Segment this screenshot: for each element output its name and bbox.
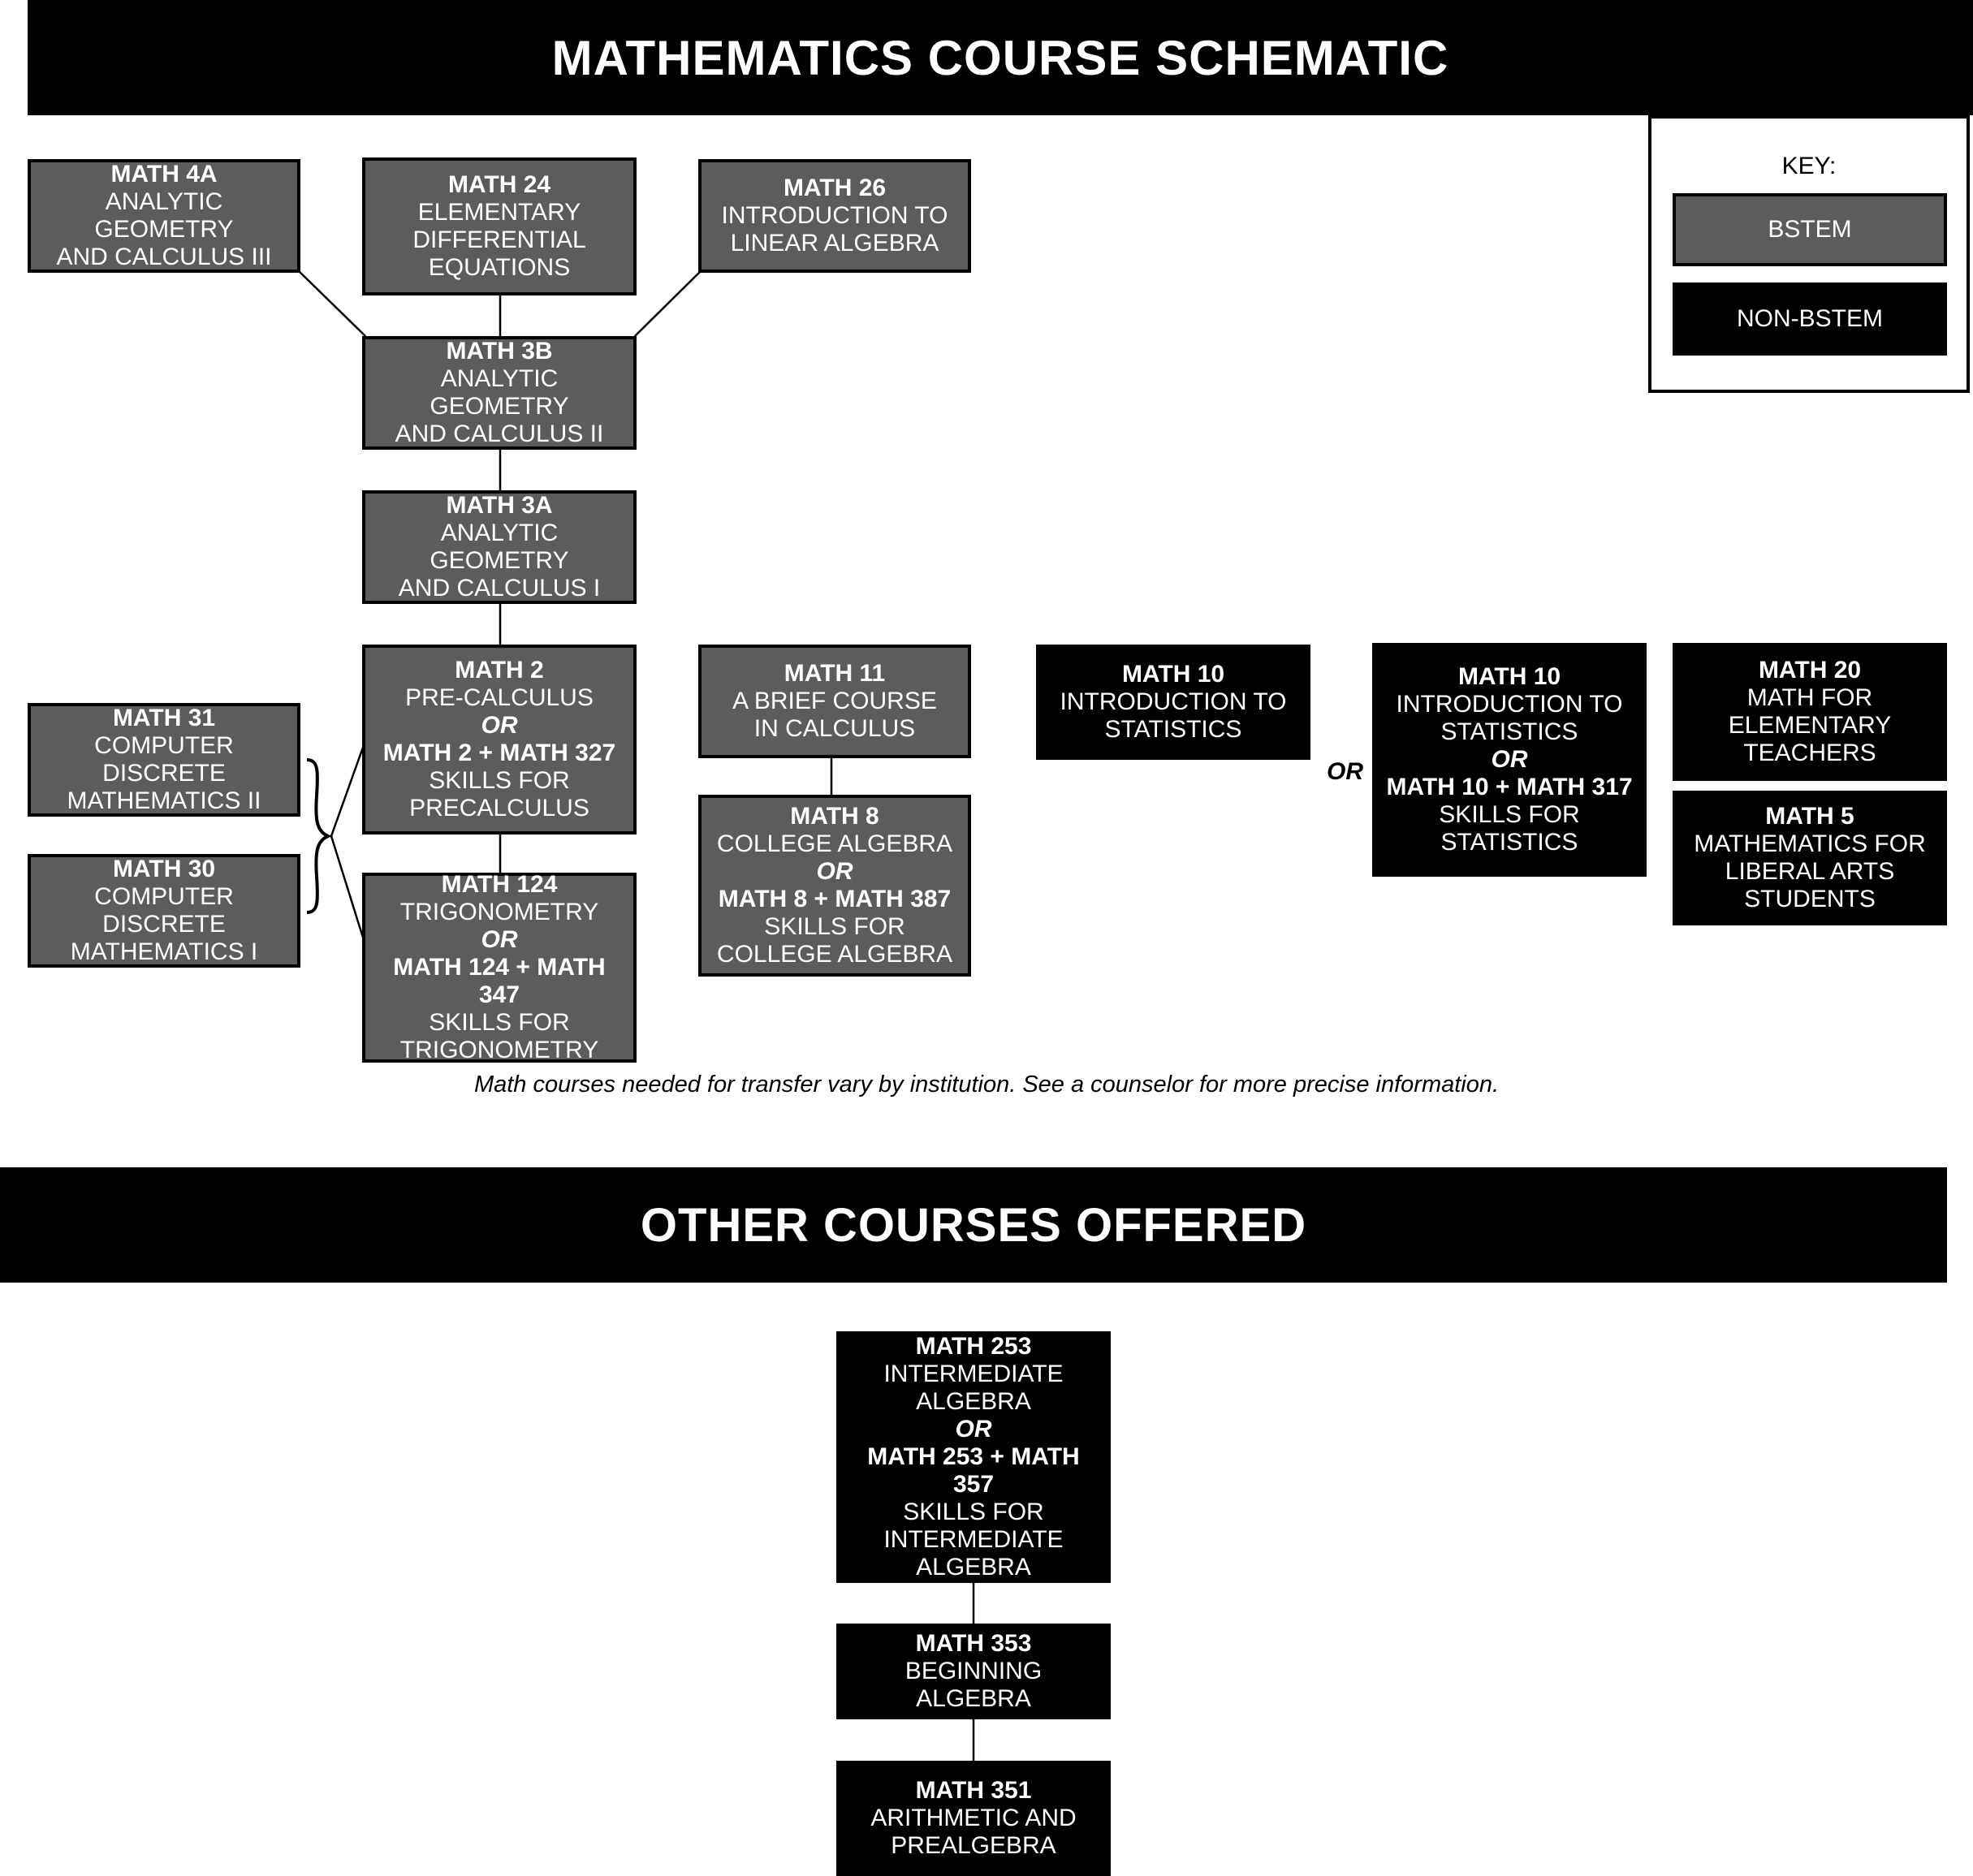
- course-title-line: ALGEBRA: [916, 1554, 1031, 1581]
- key-bstem-swatch: [1673, 193, 1947, 266]
- course-code: MATH 124: [441, 871, 558, 898]
- course-math-353: [836, 1624, 1111, 1719]
- course-code: MATH 3B: [446, 338, 553, 364]
- course-title-line: A BRIEF COURSE: [732, 688, 937, 714]
- course-math-253: [836, 1331, 1111, 1583]
- course-title-line: STATISTICS: [1104, 716, 1242, 743]
- course-title-line: AND CALCULUS II: [395, 420, 604, 447]
- course-code: MATH 31: [112, 705, 216, 731]
- course-math-26: [698, 159, 971, 273]
- course-code: MATH 10: [1121, 661, 1225, 688]
- key-non-bstem-swatch: [1673, 282, 1947, 356]
- course-code: MATH 8: [790, 803, 879, 830]
- course-title-line: IN CALCULUS: [753, 715, 916, 742]
- course-title-line: TRIGONOMETRY: [399, 1037, 599, 1063]
- course-math-8: [698, 795, 971, 977]
- course-math-2: [362, 645, 637, 834]
- transfer-note: Math courses needed for transfer vary by institution. See a counselor for more precise information.: [473, 1072, 1500, 1098]
- course-title-line: MATHEMATICS I: [70, 938, 258, 965]
- course-math-3b: [362, 336, 637, 450]
- course-title-line: ELEMENTARY: [1728, 712, 1892, 739]
- course-code: MATH 4A: [110, 161, 218, 188]
- course-title-line: SKILLS FOR: [764, 913, 905, 940]
- course-title-line: MATHEMATICS II: [67, 787, 261, 814]
- course-code: MATH 30: [112, 856, 216, 882]
- course-title-line: ANALYTIC GEOMETRY: [430, 365, 569, 420]
- line-4a-3b: [299, 271, 365, 336]
- course-title-line: SKILLS FOR: [429, 767, 570, 794]
- course-math-11: [698, 645, 971, 758]
- course-title-line: LINEAR ALGEBRA: [730, 230, 939, 257]
- course-title-line: ANALYTIC GEOMETRY: [94, 188, 234, 243]
- course-alt-code: MATH 253 + MATH 357: [867, 1443, 1080, 1498]
- course-title-line: STATISTICS: [1440, 829, 1578, 856]
- or-label: OR: [481, 926, 518, 953]
- course-math-24: [362, 157, 637, 295]
- course-alt-code: MATH 10 + MATH 317: [1386, 774, 1633, 800]
- course-title-line: COLLEGE ALGEBRA: [716, 830, 953, 857]
- course-code: MATH 253: [915, 1333, 1032, 1360]
- course-title-line: SKILLS FOR: [903, 1499, 1044, 1525]
- course-title-line: INTERMEDIATE: [883, 1361, 1064, 1387]
- course-math-20: [1673, 643, 1947, 781]
- course-title-line: ANALYTIC GEOMETRY: [430, 520, 569, 574]
- brace-icon: [307, 760, 328, 912]
- key-bstem-label: BSTEM: [1768, 216, 1852, 243]
- other-courses-title: OTHER COURSES OFFERED: [0, 1167, 1947, 1283]
- course-code: MATH 353: [915, 1630, 1032, 1657]
- key-non-bstem-label: NON-BSTEM: [1737, 305, 1883, 332]
- course-alt-code: MATH 2 + MATH 327: [382, 740, 616, 766]
- course-title-line: ALGEBRA: [916, 1388, 1031, 1415]
- course-title-line: MATH FOR: [1746, 684, 1873, 711]
- course-title-line: AND CALCULUS III: [56, 244, 272, 270]
- or-label: OR: [1491, 746, 1528, 773]
- course-code: MATH 11: [784, 660, 886, 687]
- course-title-line: BEGINNING ALGEBRA: [904, 1658, 1043, 1712]
- course-title-line: SKILLS FOR: [1439, 801, 1580, 828]
- course-title-line: DIFFERENTIAL: [412, 226, 586, 253]
- course-title-line: INTRODUCTION TO: [721, 202, 948, 229]
- course-math-124: [362, 873, 637, 1063]
- course-math-5: [1673, 791, 1947, 925]
- or-between-statistics: OR: [1327, 758, 1363, 785]
- course-math-31: [28, 703, 300, 817]
- course-code: MATH 10: [1457, 663, 1561, 690]
- course-title-line: TEACHERS: [1743, 740, 1876, 766]
- course-title-line: EQUATIONS: [428, 254, 571, 281]
- course-math-3a: [362, 490, 637, 604]
- course-title-line: PREALGEBRA: [891, 1832, 1056, 1859]
- course-math-4a: [28, 159, 300, 273]
- or-label: OR: [816, 858, 853, 885]
- course-math-10-skills: [1372, 643, 1647, 877]
- course-alt-code: MATH 8 + MATH 387: [718, 886, 952, 912]
- course-code: MATH 351: [915, 1777, 1032, 1804]
- or-label: OR: [955, 1416, 992, 1443]
- course-math-351: [836, 1761, 1111, 1876]
- line-discrete-2: [331, 745, 364, 836]
- course-title-line: SKILLS FOR: [429, 1009, 570, 1036]
- course-math-30: [28, 854, 300, 968]
- line-discrete-124: [331, 836, 364, 940]
- course-code: MATH 2: [455, 657, 544, 684]
- or-label: OR: [481, 712, 518, 739]
- course-title-line: ELEMENTARY: [417, 199, 581, 226]
- course-title-line: COMPUTER DISCRETE: [94, 883, 234, 938]
- line-26-3b: [635, 271, 701, 336]
- course-title-line: COLLEGE ALGEBRA: [716, 941, 953, 968]
- course-code: MATH 24: [447, 171, 551, 198]
- course-title-line: PRE-CALCULUS: [405, 684, 594, 711]
- course-title-line: MATHEMATICS FOR: [1694, 830, 1926, 857]
- course-title-line: STUDENTS: [1744, 886, 1876, 912]
- key-legend: [1648, 115, 1970, 393]
- course-title-line: STATISTICS: [1440, 718, 1578, 745]
- course-title-line: PRECALCULUS: [409, 795, 589, 822]
- key-title: KEY:: [1781, 153, 1837, 179]
- course-title-line: ARITHMETIC AND: [870, 1805, 1077, 1831]
- course-math-10-intro: [1036, 645, 1310, 760]
- course-title-line: AND CALCULUS I: [398, 575, 601, 602]
- course-title-line: LIBERAL ARTS: [1725, 858, 1895, 885]
- course-title-line: TRIGONOMETRY: [399, 899, 599, 925]
- course-title-line: INTRODUCTION TO: [1396, 691, 1623, 718]
- course-title-line: COMPUTER DISCRETE: [94, 732, 234, 787]
- course-title-line: INTERMEDIATE: [883, 1526, 1064, 1553]
- course-code: MATH 26: [783, 175, 887, 201]
- course-code: MATH 3A: [446, 492, 553, 519]
- page-title: MATHEMATICS COURSE SCHEMATIC: [28, 0, 1973, 115]
- course-code: MATH 5: [1765, 803, 1854, 830]
- course-code: MATH 20: [1758, 657, 1862, 684]
- course-title-line: INTRODUCTION TO: [1060, 688, 1287, 715]
- course-alt-code: MATH 124 + MATH 347: [393, 954, 606, 1008]
